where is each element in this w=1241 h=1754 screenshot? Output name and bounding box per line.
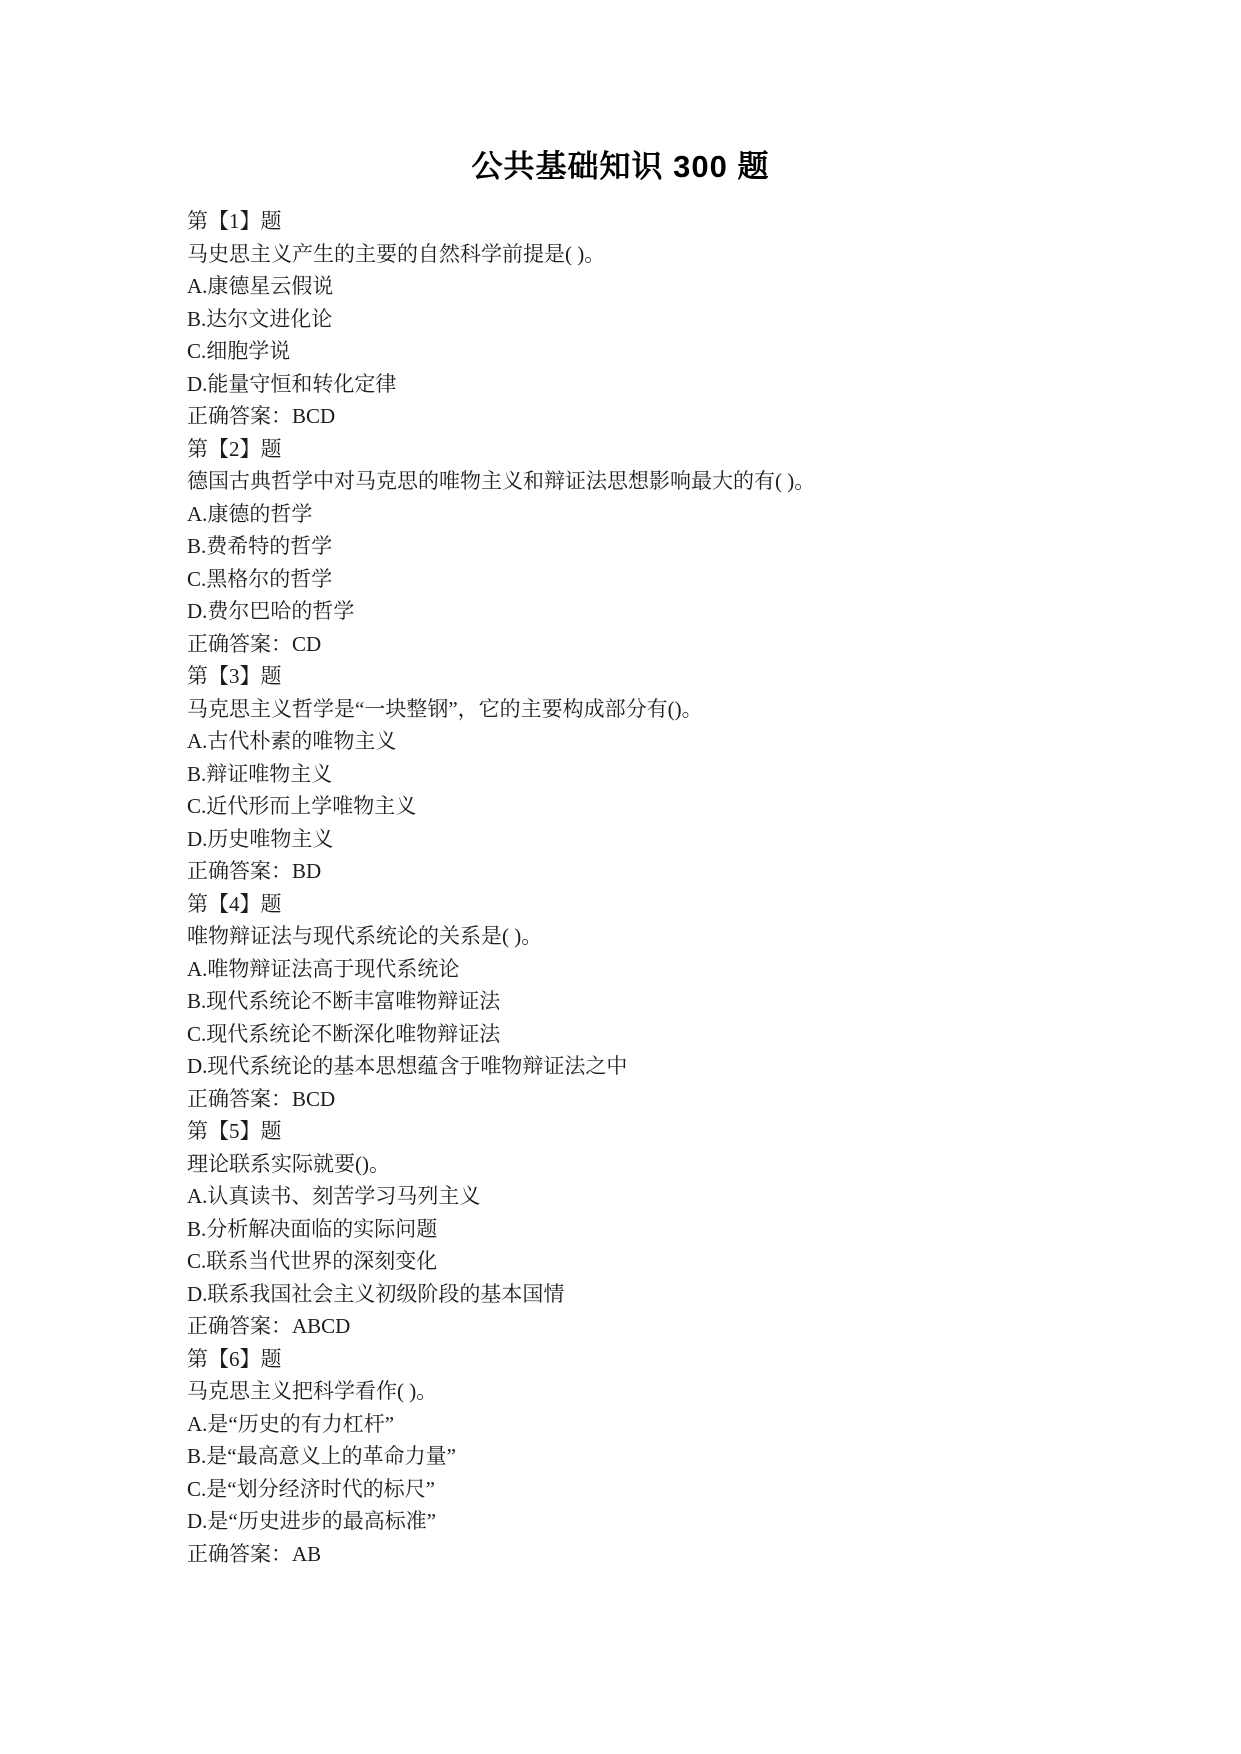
answer-line: 正确答案：AB bbox=[187, 1541, 322, 1566]
option-a: A.唯物辩证法高于现代系统论 bbox=[187, 956, 460, 981]
option-c: C.现代系统论不断深化唯物辩证法 bbox=[187, 1021, 501, 1046]
question-block-6 bbox=[187, 1343, 1201, 1571]
question-block-2 bbox=[187, 433, 1201, 661]
answer-line: 正确答案：ABCD bbox=[187, 1314, 351, 1338]
answer-line: 正确答案：CD bbox=[187, 631, 322, 656]
question-stem: 马克思主义把科学看作( )。 bbox=[187, 1379, 438, 1403]
option-b: B.现代系统论不断丰富唯物辩证法 bbox=[187, 989, 501, 1013]
question-number: 第【4】题 bbox=[187, 891, 282, 916]
option-d: D.现代系统论的基本思想蕴含于唯物辩证法之中 bbox=[187, 1054, 628, 1078]
question-stem: 马史思主义产生的主要的自然科学前提是( )。 bbox=[187, 241, 606, 266]
option-a: A.康德星云假说 bbox=[187, 274, 334, 298]
option-b: B.是“最高意义上的革命力量” bbox=[187, 1444, 456, 1468]
option-c: C.近代形而上学唯物主义 bbox=[187, 794, 417, 818]
question-number: 第【2】题 bbox=[187, 436, 282, 461]
option-a: A.古代朴素的唯物主义 bbox=[187, 729, 397, 753]
option-d: D.费尔巴哈的哲学 bbox=[187, 599, 355, 623]
option-d: D.是“历史进步的最高标准” bbox=[187, 1509, 437, 1533]
option-c: C.细胞学说 bbox=[187, 339, 291, 363]
option-b: B.辩证唯物主义 bbox=[187, 761, 333, 786]
question-stem: 马克思主义哲学是“一块整钢”，它的主要构成部分有()。 bbox=[187, 696, 703, 721]
option-a: A.是“历史的有力杠杆” bbox=[187, 1411, 395, 1436]
question-stem: 理论联系实际就要()。 bbox=[187, 1151, 390, 1176]
answer-line: 正确答案：BCD bbox=[187, 1086, 336, 1111]
question-block-1 bbox=[187, 205, 1201, 433]
option-a: A.康德的哲学 bbox=[187, 501, 313, 526]
questions-list bbox=[187, 205, 1201, 1570]
question-number: 第【6】题 bbox=[187, 1346, 282, 1371]
option-b: B.费希特的哲学 bbox=[187, 534, 333, 558]
option-c: C.黑格尔的哲学 bbox=[187, 566, 333, 591]
question-block-5 bbox=[187, 1115, 1201, 1343]
question-stem: 唯物辩证法与现代系统论的关系是( )。 bbox=[187, 924, 543, 948]
document-title: 公共基础知识 300 题 bbox=[471, 149, 770, 184]
answer-line: 正确答案：BCD bbox=[187, 404, 336, 428]
question-number: 第【1】题 bbox=[187, 209, 282, 233]
question-stem: 德国古典哲学中对马克思的唯物主义和辩证法思想影响最大的有( )。 bbox=[187, 469, 816, 493]
option-c: C.是“划分经济时代的标尺” bbox=[187, 1476, 435, 1501]
option-b: B.分析解决面临的实际问题 bbox=[187, 1216, 438, 1241]
option-a: A.认真读书、刻苦学习马列主义 bbox=[187, 1184, 481, 1208]
question-block-4 bbox=[187, 888, 1201, 1116]
option-d: D.历史唯物主义 bbox=[187, 826, 334, 851]
question-block-3 bbox=[187, 660, 1201, 888]
option-b: B.达尔文进化论 bbox=[187, 306, 333, 331]
question-number: 第【3】题 bbox=[187, 664, 282, 688]
option-d: D.能量守恒和转化定律 bbox=[187, 371, 397, 396]
option-d: D.联系我国社会主义初级阶段的基本国情 bbox=[187, 1281, 565, 1306]
question-number: 第【5】题 bbox=[187, 1119, 282, 1143]
answer-line: 正确答案：BD bbox=[187, 859, 322, 883]
option-c: C.联系当代世界的深刻变化 bbox=[187, 1249, 438, 1273]
